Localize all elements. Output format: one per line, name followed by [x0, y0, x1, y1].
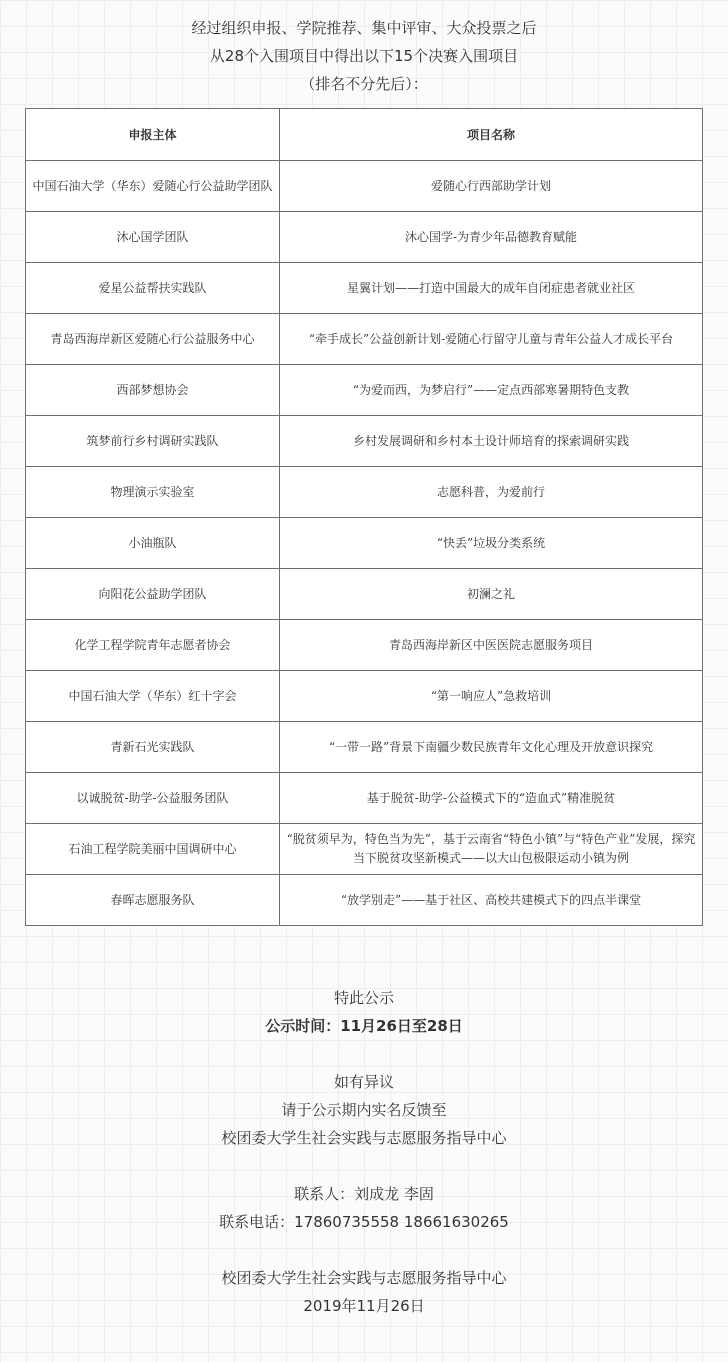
- project-cell: 志愿科普，为爱前行: [280, 467, 703, 518]
- header-line-1: 经过组织申报、学院推荐、集中评审、大众投票之后: [191, 19, 537, 37]
- table-row: [26, 314, 703, 365]
- finalist-table: [25, 108, 703, 926]
- applicant-cell: 石油工程学院美丽中国调研中心: [26, 824, 280, 875]
- project-cell: “第一响应人”急救培训: [280, 671, 703, 722]
- table-row: [26, 875, 703, 926]
- announcement-header: [0, 14, 728, 98]
- applicant-cell: 青新石光实践队: [26, 722, 280, 773]
- table-row: [26, 212, 703, 263]
- applicant-cell: 化学工程学院青年志愿者协会: [26, 620, 280, 671]
- objection-text: 如有异议: [333, 1073, 394, 1091]
- project-cell: 星翼计划——打造中国最大的成年自闭症患者就业社区: [280, 263, 703, 314]
- project-cell: 乡村发展调研和乡村本土设计师培育的探索调研实践: [280, 416, 703, 467]
- applicant-cell: 春晖志愿服务队: [26, 875, 280, 926]
- applicant-cell: 爱星公益帮扶实践队: [26, 263, 280, 314]
- applicant-cell: 筑梦前行乡村调研实践队: [26, 416, 280, 467]
- table-row: [26, 416, 703, 467]
- feedback-organization: 校团委大学生社会实践与志愿服务指导中心: [221, 1129, 507, 1147]
- spacer: [0, 1236, 728, 1264]
- project-cell: 沐心国学-为青少年品德教育赋能: [280, 212, 703, 263]
- column-header-applicant: 申报主体: [26, 109, 280, 161]
- table-row: [26, 620, 703, 671]
- applicant-cell: 物理演示实验室: [26, 467, 280, 518]
- table-header-row: [26, 109, 703, 161]
- applicant-cell: 青岛西海岸新区爱随心行公益服务中心: [26, 314, 280, 365]
- project-cell: “一带一路”背景下南疆少数民族青年文化心理及开放意识探究: [280, 722, 703, 773]
- table-row: [26, 467, 703, 518]
- finalist-table-container: [25, 108, 702, 926]
- table-row: [26, 263, 703, 314]
- table-row: [26, 365, 703, 416]
- project-cell: 青岛西海岸新区中医医院志愿服务项目: [280, 620, 703, 671]
- contact-person: 联系人：刘成龙 李固: [294, 1185, 434, 1203]
- project-cell: “为爱而西，为梦启行”——定点西部寒暑期特色支教: [280, 365, 703, 416]
- applicant-cell: 沐心国学团队: [26, 212, 280, 263]
- feedback-text: 请于公示期内实名反馈至: [281, 1101, 447, 1119]
- project-cell: “脱贫须早为，特色当为先”，基于云南省“特色小镇”与“特色产业”发展，探究当下脱贫攻坚新模式——以大山包极限运动小镇为例: [280, 824, 703, 875]
- column-header-project: 项目名称: [280, 109, 703, 161]
- table-row: [26, 569, 703, 620]
- project-cell: “放学别走”——基于社区、高校共建模式下的四点半课堂: [280, 875, 703, 926]
- notice-text: 特此公示: [333, 989, 394, 1007]
- table-row: [26, 161, 703, 212]
- applicant-cell: 中国石油大学（华东）红十字会: [26, 671, 280, 722]
- project-cell: 基于脱贫-助学-公益模式下的“造血式”精准脱贫: [280, 773, 703, 824]
- announcement-footer: [0, 984, 728, 1320]
- project-cell: 爱随心行西部助学计划: [280, 161, 703, 212]
- spacer: [0, 1040, 728, 1068]
- contact-phone: 联系电话：17860735558 18661630265: [219, 1213, 509, 1231]
- table-row: [26, 518, 703, 569]
- header-line-2: 从28个入围项目中得出以下15个决赛入围项目: [209, 47, 519, 65]
- signature-date: 2019年11月26日: [303, 1297, 425, 1315]
- applicant-cell: 西部梦想协会: [26, 365, 280, 416]
- table-row: [26, 824, 703, 875]
- applicant-cell: 以诚脱贫-助学-公益服务团队: [26, 773, 280, 824]
- header-line-3: （排名不分先后）：: [300, 75, 428, 93]
- project-cell: “快丢”垃圾分类系统: [280, 518, 703, 569]
- project-cell: “牵手成长”公益创新计划-爱随心行留守儿童与青年公益人才成长平台: [280, 314, 703, 365]
- spacer: [0, 1152, 728, 1180]
- table-row: [26, 722, 703, 773]
- notice-period: 公示时间：11月26日至28日: [265, 1017, 463, 1035]
- table-row: [26, 773, 703, 824]
- table-row: [26, 671, 703, 722]
- applicant-cell: 中国石油大学（华东）爱随心行公益助学团队: [26, 161, 280, 212]
- applicant-cell: 小油瓶队: [26, 518, 280, 569]
- signature-organization: 校团委大学生社会实践与志愿服务指导中心: [221, 1269, 507, 1287]
- applicant-cell: 向阳花公益助学团队: [26, 569, 280, 620]
- project-cell: 初澜之礼: [280, 569, 703, 620]
